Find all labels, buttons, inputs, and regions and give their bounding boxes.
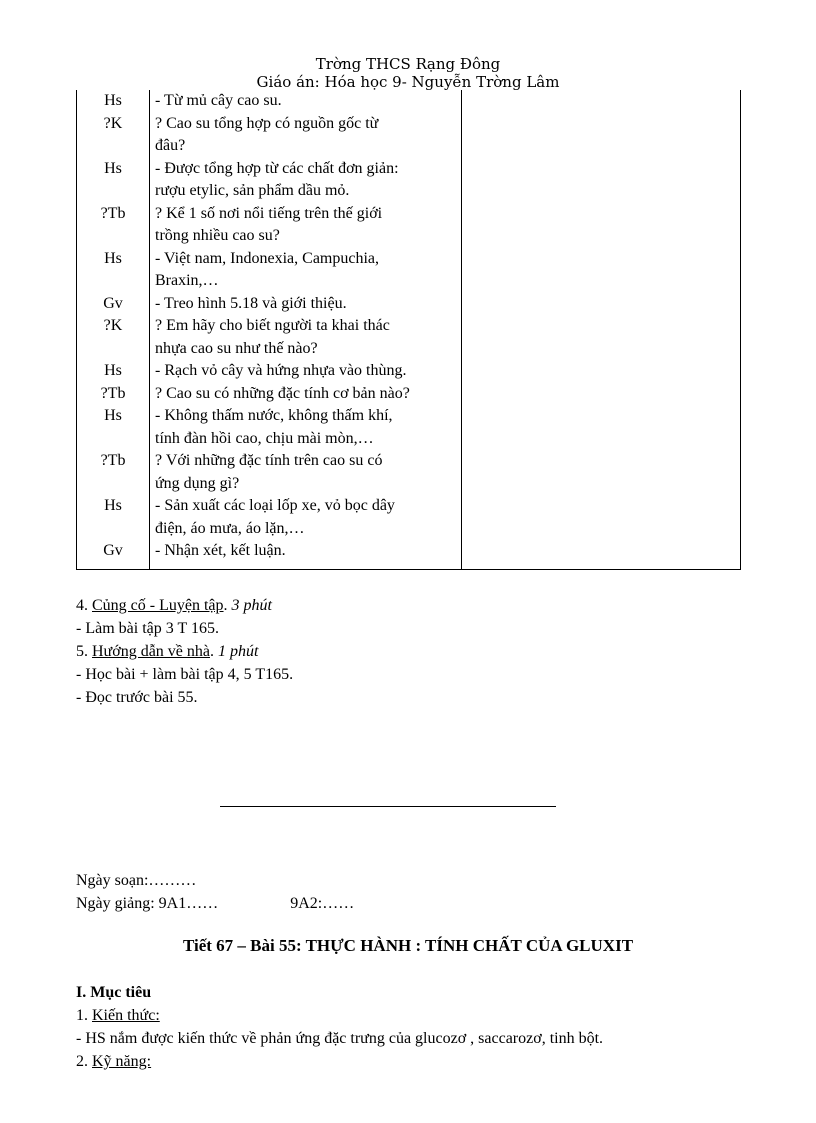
speaker-label: Hs: [104, 407, 122, 424]
dialogue-line: - Rạch vỏ cây và hứng nhựa vào thùng.: [155, 362, 407, 379]
speaker-label: Hs: [104, 159, 122, 177]
dialogue-line: ? Kể 1 số nơi nổi tiếng trên thế giới: [155, 204, 383, 222]
knowledge-text: - HS nắm được kiến thức về phản ứng đặc trưng của glucozơ , saccarozơ, tinh bột.: [76, 1030, 604, 1047]
dialogue-line: - Nhận xét, kết luận.: [155, 542, 286, 559]
dialogue-line: - Treo hình 5.18 và giới thiệu.: [155, 294, 347, 312]
dialogue-text: [155, 360, 460, 383]
homework-time: 1 phút: [218, 643, 259, 660]
dialogue-line: - Được tổng hợp từ các chất đơn giản:: [155, 159, 399, 177]
dialogue-line: ? Cao su tổng hợp có nguồn gốc từ: [155, 114, 379, 132]
skills-label: Kỹ năng:: [92, 1053, 152, 1070]
objectives-section: [76, 981, 603, 1073]
dialogue-line: Braxin,…: [155, 272, 219, 289]
page-header-school: Trờng THCS Rạng Đông: [315, 55, 501, 73]
consolidation-section: [76, 594, 293, 709]
homework-item: - Đọc trước bài 55.: [76, 689, 198, 706]
dialogue-line: nhựa cao su như thế nào?: [155, 339, 318, 357]
speaker-label: ?K: [103, 114, 123, 132]
dialogue-line: ứng dụng gì?: [155, 474, 240, 492]
dialogue-text: [155, 383, 460, 406]
knowledge-label: Kiến thức:: [92, 1007, 160, 1024]
dialogue-line: đâu?: [155, 137, 186, 154]
speaker-label: ?K: [103, 317, 123, 334]
dialogue-line: điện, áo mưa, áo lặn,…: [155, 519, 305, 537]
section-number: 1.: [76, 1007, 92, 1024]
dialogue-text: [155, 113, 460, 158]
speaker-label: Hs: [104, 249, 122, 267]
dialogue-text: [155, 248, 460, 293]
speaker-label: ?Tb: [100, 452, 126, 469]
dialogue-text: [155, 293, 460, 316]
section-number: 4.: [76, 597, 92, 614]
speaker-label: ?Tb: [100, 384, 126, 402]
separator: .: [210, 643, 218, 660]
dialogue-line: ? Cao su có những đặc tính cơ bản nào?: [155, 384, 410, 402]
consolidation-time: 3 phút: [231, 597, 272, 614]
homework-title: Hướng dẫn về nhà: [92, 643, 210, 660]
consolidation-item: - Làm bài tập 3 T 165.: [76, 620, 219, 637]
dialogue-text: [155, 315, 460, 360]
dialogue-line: - Từ mủ cây cao su.: [155, 92, 282, 109]
column-divider: [149, 90, 150, 569]
dialogue-text: [155, 495, 460, 540]
dialogue-text: [155, 405, 460, 450]
separator: .: [223, 597, 232, 614]
dialogue-line: - Không thấm nước, không thấm khí,: [155, 407, 393, 424]
dialogue-text: [155, 203, 460, 248]
dialogue-line: rượu etylic, sản phẩm dầu mỏ.: [155, 182, 350, 199]
column-divider: [461, 90, 462, 569]
dialogue-text: [155, 450, 460, 495]
speaker-label: Hs: [104, 497, 122, 514]
speaker-label: Gv: [103, 542, 123, 559]
dialogue-line: - Sản xuất các loại lốp xe, vỏ bọc dây: [155, 497, 395, 514]
consolidation-title: Củng cố - Luyện tập: [92, 597, 224, 614]
dates-block: [76, 869, 354, 915]
dialogue-line: trồng nhiều cao su?: [155, 227, 280, 244]
speaker-label: Gv: [103, 294, 123, 312]
section-number: 2.: [76, 1053, 92, 1070]
speaker-label: Hs: [104, 362, 122, 379]
dialogue-text: [155, 158, 460, 203]
section-number: 5.: [76, 643, 92, 660]
page-header-plan: Giáo án: Hóa học 9- Nguyễn Trờng Lâm: [256, 73, 560, 91]
dialogue-line: - Việt nam, Indonexia, Campuchia,: [155, 249, 380, 267]
prep-date: Ngày soạn:………: [76, 872, 197, 889]
teach-date-9a2: 9A2:……: [290, 895, 355, 912]
teach-date-9a1: Ngày giảng: 9A1……: [76, 895, 219, 912]
speaker-label: Hs: [104, 92, 122, 109]
homework-item: - Học bài + làm bài tập 4, 5 T165.: [76, 666, 294, 683]
dialogue-text: [155, 540, 460, 563]
dialogue-table: [76, 90, 741, 570]
dialogue-line: ? Em hãy cho biết người ta khai thác: [155, 317, 390, 334]
lesson-title: Tiết 67 – Bài 55: THỰC HÀNH : TÍNH CHẤT CỦA GLUXIT: [182, 936, 634, 955]
dialogue-text: [155, 90, 460, 113]
section-divider: [220, 806, 556, 807]
objectives-heading: I. Mục tiêu: [76, 984, 152, 1001]
dialogue-line: ? Với những đặc tính trên cao su có: [155, 452, 383, 469]
speaker-label: ?Tb: [100, 204, 126, 222]
dialogue-line: tính đàn hồi cao, chịu mài mòn,…: [155, 429, 374, 447]
